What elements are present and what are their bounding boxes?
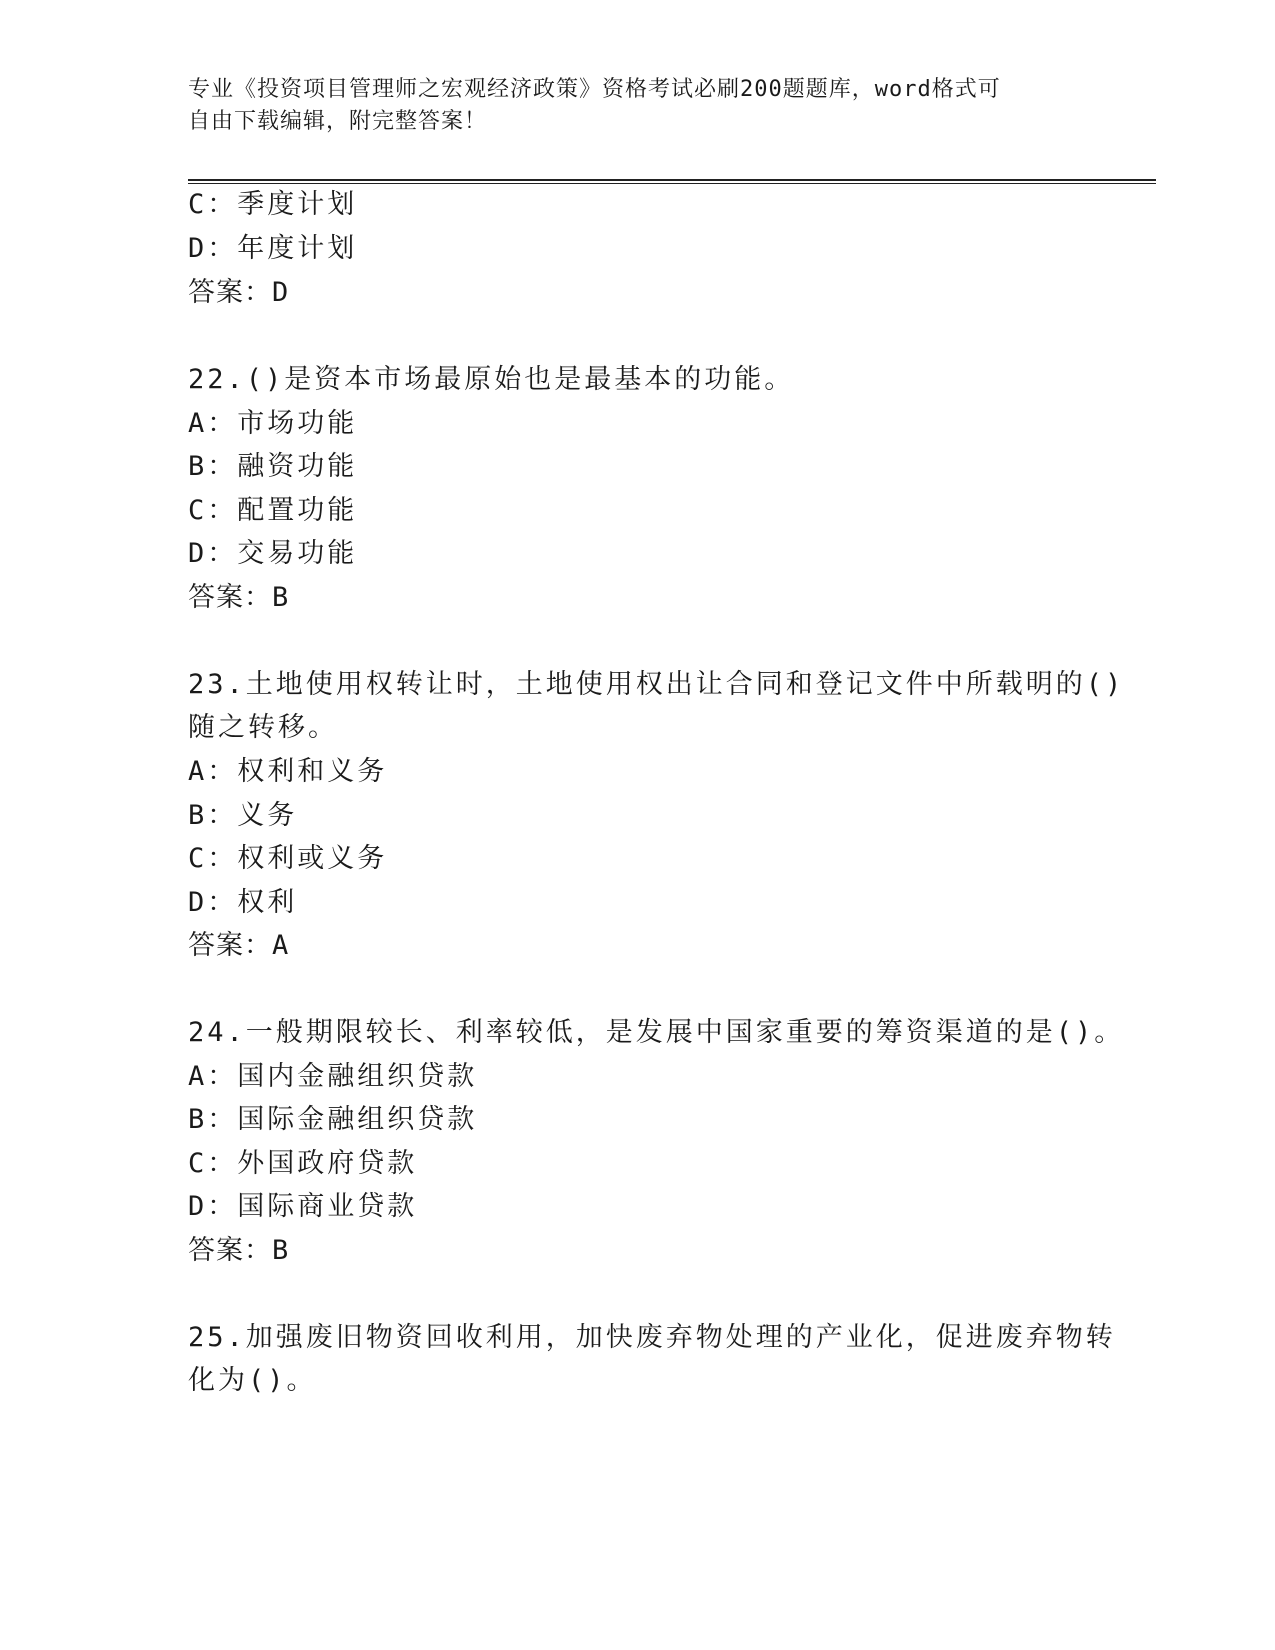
prev-option-d: D：年度计划 [188, 233, 358, 264]
header-line-2: 自由下载编辑，附完整答案！ [188, 109, 488, 134]
question-22-answer: 答案：B [188, 582, 290, 613]
question-23-answer: 答案：A [188, 930, 290, 961]
question-22-option-b: B：融资功能 [188, 451, 358, 482]
question-25-stem-line-1: 25.加强废旧物资回收利用，加快废弃物处理的产业化，促进废弃物转 [188, 1322, 1116, 1353]
question-23-option-d: D：权利 [188, 887, 298, 918]
question-23-option-c: C：权利或义务 [188, 843, 388, 874]
prev-option-c: C：季度计划 [188, 189, 358, 220]
document-header [188, 74, 1068, 138]
question-24-answer: 答案：B [188, 1235, 290, 1266]
question-24-stem: 24.一般期限较长、利率较低，是发展中国家重要的筹资渠道的是()。 [188, 1017, 1125, 1048]
question-23-option-a: A：权利和义务 [188, 756, 388, 787]
question-24-option-d: D：国际商业贷款 [188, 1191, 418, 1222]
question-24-option-a: A：国内金融组织贷款 [188, 1061, 478, 1092]
header-line-1: 专业《投资项目管理师之宏观经济政策》资格考试必刷200题题库，word格式可 [188, 77, 1001, 102]
header-divider-thick [188, 179, 1156, 181]
header-divider-thin [188, 183, 1156, 184]
question-22-stem: 22.()是资本市场最原始也是最基本的功能。 [188, 364, 795, 395]
question-22-option-c: C：配置功能 [188, 495, 358, 526]
question-25-stem-line-2: 化为()。 [188, 1365, 317, 1396]
question-24-option-b: B：国际金融组织贷款 [188, 1104, 478, 1135]
question-23-option-b: B：义务 [188, 800, 298, 831]
question-24-option-c: C：外国政府贷款 [188, 1148, 418, 1179]
question-22-option-d: D：交易功能 [188, 538, 358, 569]
prev-answer: 答案：D [188, 277, 290, 308]
question-23-stem-line-1: 23.土地使用权转让时，土地使用权出让合同和登记文件中所载明的() [188, 669, 1125, 700]
question-23-stem-line-2: 随之转移。 [188, 712, 338, 743]
question-22-option-a: A：市场功能 [188, 408, 358, 439]
